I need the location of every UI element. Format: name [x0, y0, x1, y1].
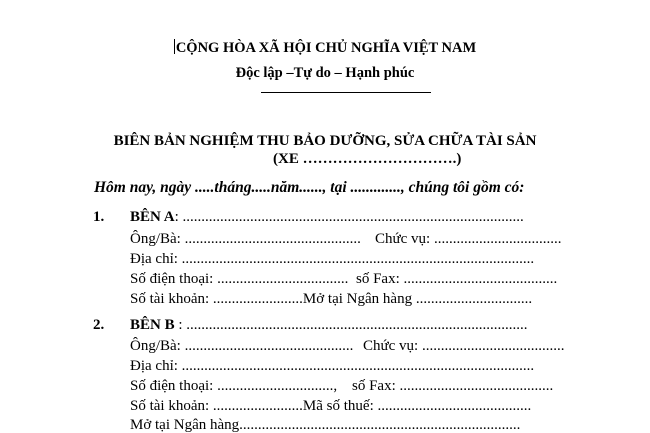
header-underline — [261, 92, 431, 93]
party-b-address: Địa chỉ: .............................................................................................. — [130, 358, 535, 374]
party-a-label: BÊN A — [130, 209, 175, 225]
document-title: BIÊN BẢN NGHIỆM THU BẢO DƯỠNG, SỬA CHỮA TÀI SẢN — [113, 133, 537, 149]
party-b-fax: số Fax: ......................................... — [352, 378, 554, 394]
party-b-account: Số tài khoản: ........................Mã số thuế: ......................................... — [130, 398, 532, 414]
party-a-person: Ông/Bà: ............................................... — [130, 231, 361, 247]
party-a-heading — [130, 210, 524, 225]
party-a-account: Số tài khoản: ........................Mở tại Ngân hàng ............................... — [130, 291, 533, 307]
country-heading-text: CỘNG HÒA XÃ HỘI CHỦ NGHĨA VIỆT NAM — [175, 40, 477, 56]
party-b-position: Chức vụ: ...................................... — [363, 338, 565, 354]
party-a-position: Chức vụ: .................................. — [375, 231, 562, 247]
party-b-phone: Số điện thoại: ..............................., — [130, 378, 338, 394]
party-b-heading — [130, 318, 528, 333]
party-b-label-rest: : ........................................................................................... — [174, 317, 528, 333]
party-b-person: Ông/Bà: ............................................. — [130, 338, 354, 354]
country-heading — [0, 39, 650, 56]
party-b-label: BÊN B — [130, 317, 175, 333]
intro-line: Hôm nay, ngày .....tháng.....năm......, tại ............., chúng tôi gồm có: — [94, 179, 525, 196]
party-a-fax: số Fax: ......................................... — [356, 271, 558, 287]
party-b-number: 2. — [93, 317, 105, 333]
party-a-phone: Số điện thoại: ................................... — [130, 271, 349, 287]
vehicle-title: (XE ………………………….) — [273, 151, 462, 167]
motto: Độc lập –Tự do – Hạnh phúc — [235, 65, 415, 81]
text-cursor — [174, 39, 175, 54]
party-a-label-rest: : ........................................................................................... — [174, 209, 524, 225]
party-a-address: Địa chỉ: .............................................................................................. — [130, 251, 535, 267]
party-a-number: 1. — [93, 209, 105, 225]
party-b-bank: Mở tại Ngân hàng........................................................................... — [130, 417, 521, 433]
